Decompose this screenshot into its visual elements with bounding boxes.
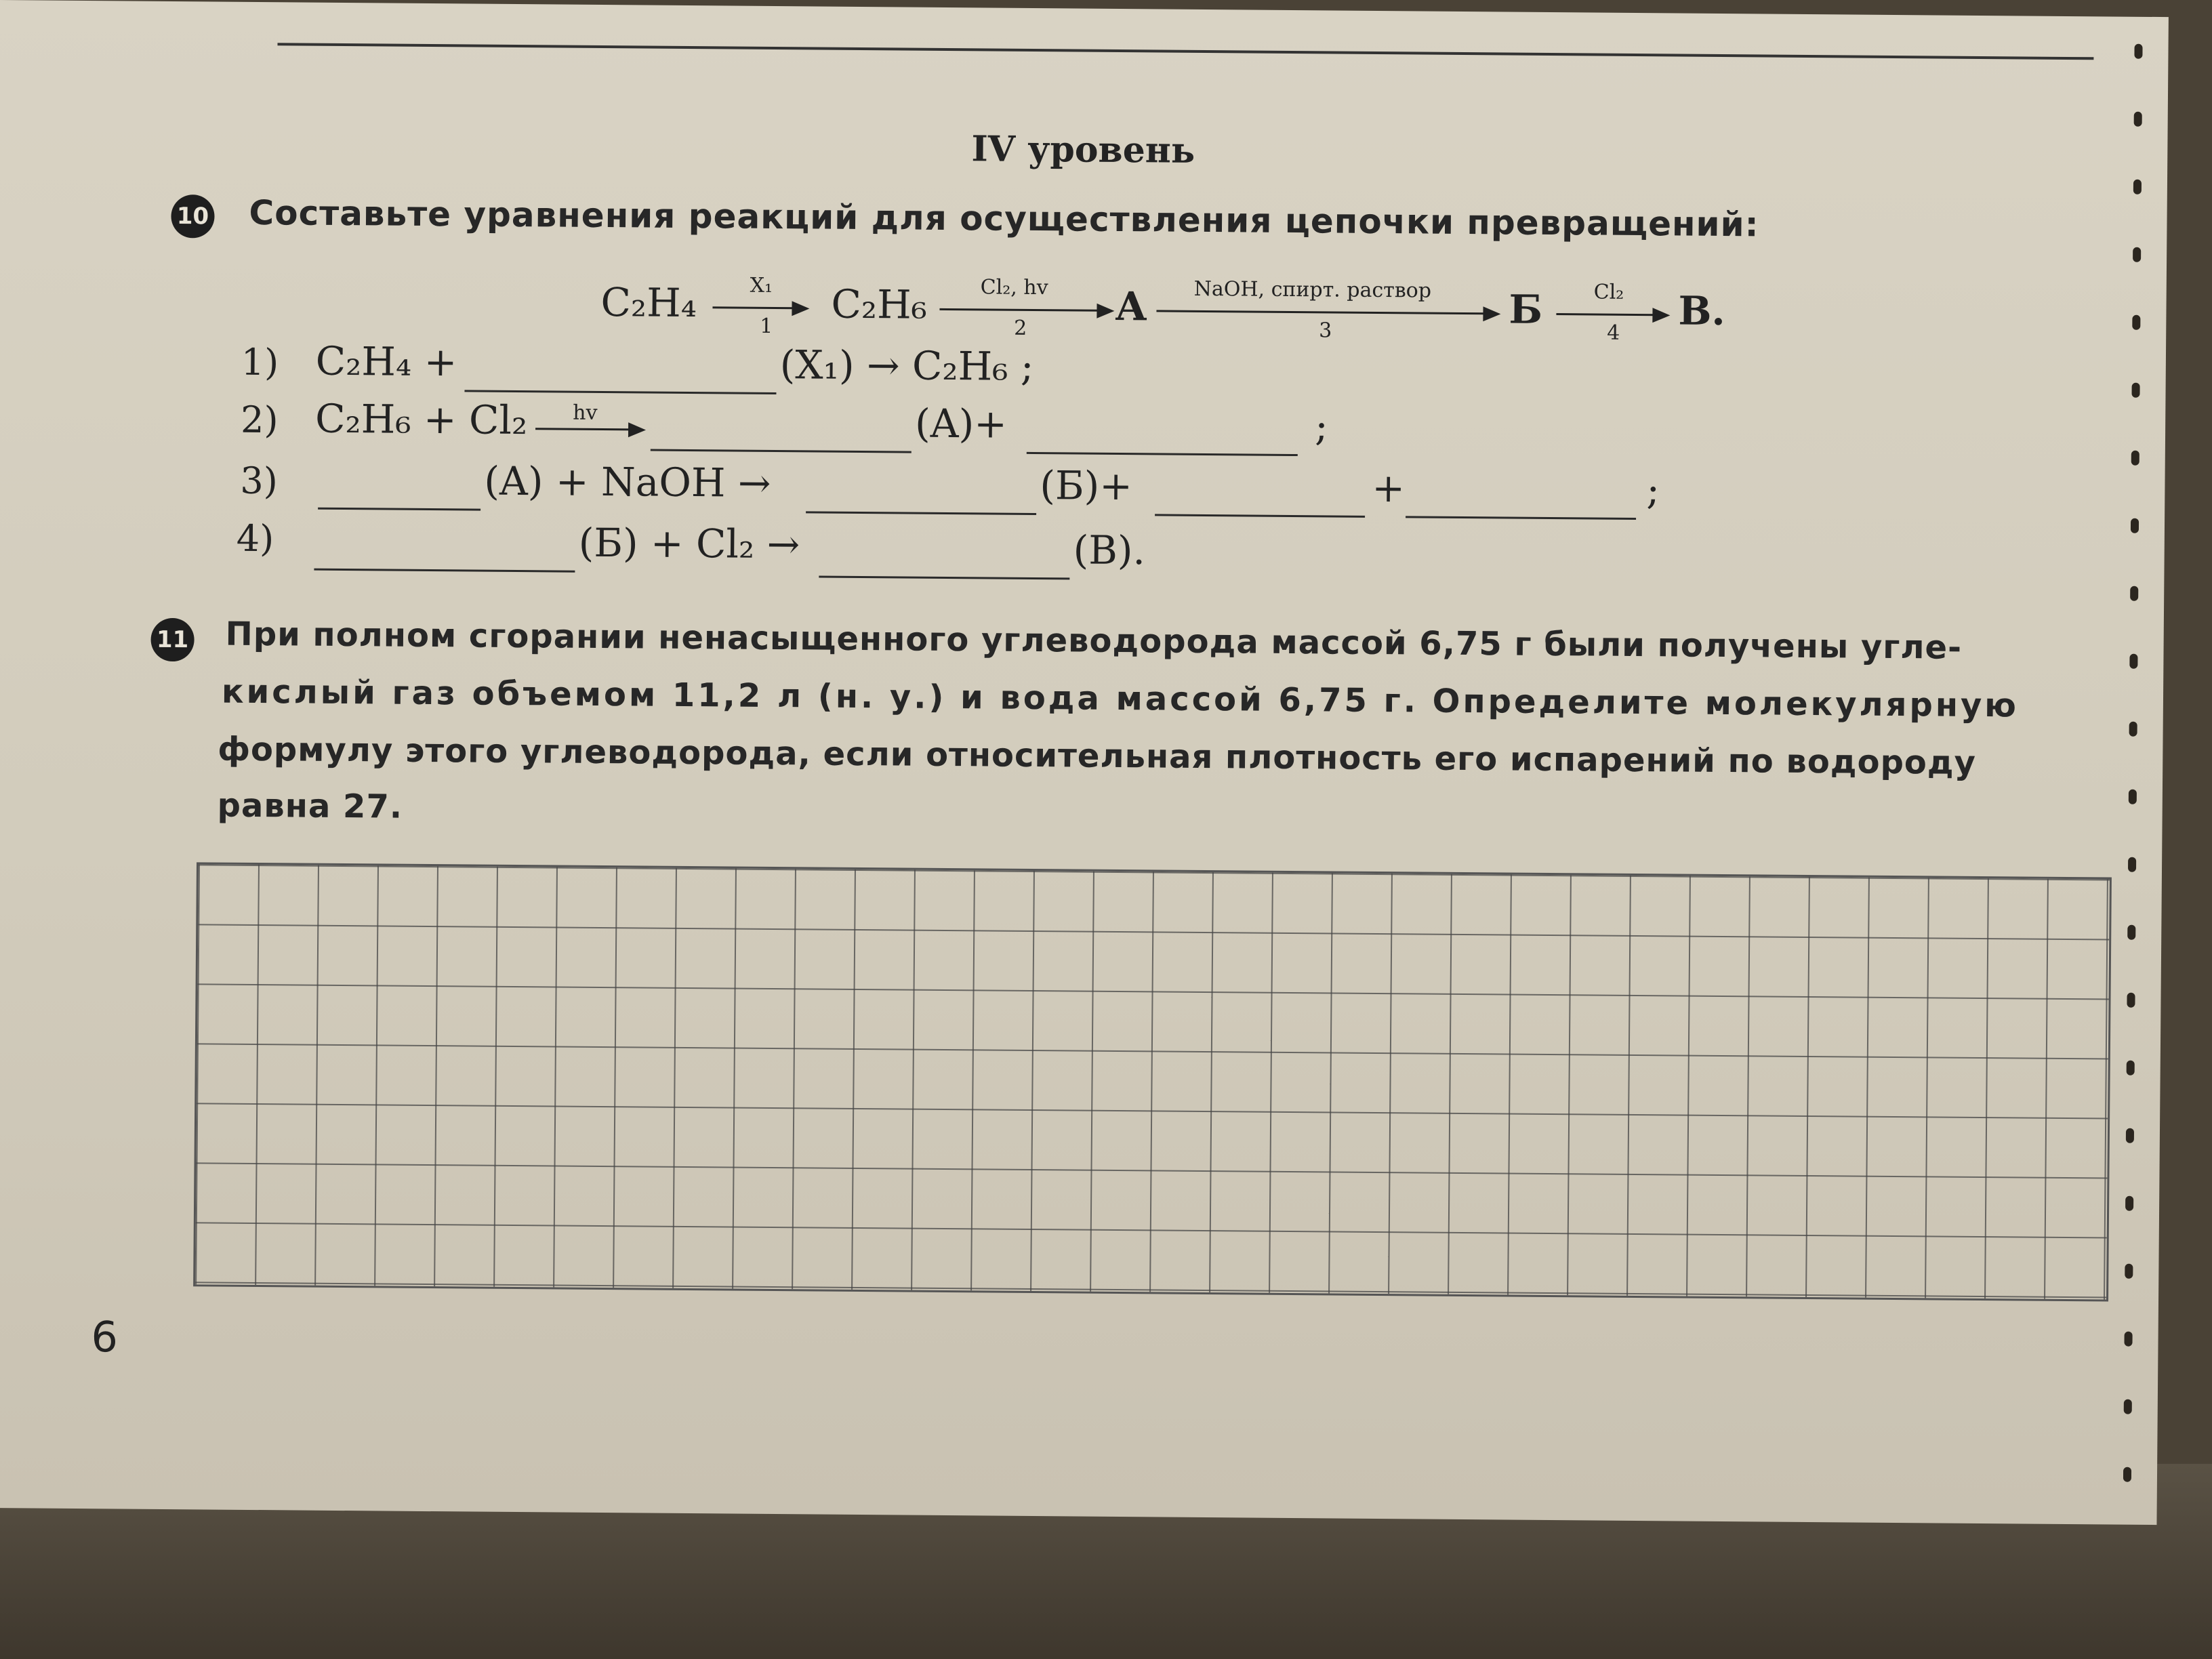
eq3-b: (Б)+ xyxy=(1040,462,1133,510)
chain-b: Б xyxy=(1509,286,1543,333)
question-11-line2: кислый газ объемом 11,2 л (н. у.) и вода массой 6,75 г. Определите молекулярную xyxy=(221,672,2020,725)
binding-hole xyxy=(2133,247,2141,262)
chain-arrow1 xyxy=(712,306,797,309)
eq3-end: ; xyxy=(1646,467,1660,514)
binding-hole xyxy=(2125,1196,2133,1211)
binding-hole xyxy=(2132,315,2140,330)
page-number: 6 xyxy=(91,1312,119,1362)
eq3-blank-b[interactable] xyxy=(806,511,1036,515)
eq2-a: (A)+ xyxy=(914,400,1008,447)
arrow-head-icon xyxy=(792,301,809,316)
binding-hole xyxy=(2131,451,2139,466)
binding-hole xyxy=(2133,180,2142,194)
chain-v: В. xyxy=(1678,287,1725,335)
binding-hole xyxy=(2127,993,2135,1008)
binding-hole xyxy=(2129,722,2137,737)
binding-hole xyxy=(2124,1399,2132,1414)
question-11-line4: равна 27. xyxy=(217,786,403,826)
eq4-blank-b[interactable] xyxy=(314,569,575,573)
chain-arrow2-top: Cl₂, hv xyxy=(980,275,1048,300)
chain-arrow4 xyxy=(1556,313,1658,316)
chain-arrow3 xyxy=(1156,310,1488,314)
binding-hole xyxy=(2131,383,2139,398)
binding-hole xyxy=(2134,44,2142,59)
eq4-number: 4) xyxy=(236,516,274,560)
question-10-prompt: Составьте уравнения реакций для осуществления цепочки превращений: xyxy=(249,192,1759,245)
binding-hole xyxy=(2130,586,2138,601)
chain-c2h4: C₂H₄ xyxy=(600,279,697,327)
binding-hole xyxy=(2125,1264,2133,1279)
binding-holes xyxy=(2102,17,2168,1525)
question-10-number: 10 xyxy=(171,194,215,239)
eq2-blank-a[interactable] xyxy=(651,449,912,453)
arrow-head-icon xyxy=(1483,306,1500,321)
arrow-head-icon xyxy=(1097,304,1114,319)
binding-hole xyxy=(2134,112,2142,127)
eq4-blank-v[interactable] xyxy=(819,576,1069,580)
binding-hole xyxy=(2127,925,2135,940)
eq2-number: 2) xyxy=(240,398,279,442)
binding-hole xyxy=(2129,654,2137,669)
chain-c2h6: C₂H₆ xyxy=(831,281,928,328)
chain-arrow4-top: Cl₂ xyxy=(1593,280,1624,304)
question-11-line3: формулу этого углеводорода, если относительная плотность его испарений по водороду xyxy=(218,730,1977,782)
chain-arrow1-top: X₁ xyxy=(750,273,773,298)
eq3-blank-a[interactable] xyxy=(318,508,480,511)
level-title: IV уровень xyxy=(971,128,1195,171)
eq1-number: 1) xyxy=(241,340,279,384)
eq2-arrow xyxy=(535,428,634,430)
eq4-b: (Б) + Cl₂ → xyxy=(578,519,800,568)
binding-hole xyxy=(2129,790,2137,804)
chain-arrow1-bottom: 1 xyxy=(760,314,773,338)
eq2-left: C₂H₆ + Cl₂ xyxy=(314,395,528,444)
binding-hole xyxy=(2127,1061,2135,1076)
question-11-number: 11 xyxy=(150,618,194,662)
eq2-arrow-top: hv xyxy=(573,401,598,425)
chain-arrow4-bottom: 4 xyxy=(1607,321,1620,345)
binding-hole xyxy=(2131,518,2139,533)
eq3-a: (A) + NaOH → xyxy=(484,457,771,506)
binding-hole xyxy=(2126,1128,2134,1143)
eq1-blank-x1[interactable] xyxy=(464,390,776,394)
chain-arrow2-bottom: 2 xyxy=(1014,316,1027,340)
eq2-end: ; xyxy=(1314,403,1328,450)
eq3-blank-product2[interactable] xyxy=(1406,516,1636,520)
chain-arrow3-top: NaOH, спирт. раствор xyxy=(1193,276,1432,303)
chain-a: A xyxy=(1115,283,1147,330)
arrow-head-icon xyxy=(628,422,646,437)
eq3-blank-product1[interactable] xyxy=(1155,514,1365,517)
arrow-head-icon xyxy=(1652,308,1670,323)
eq3-plus: + xyxy=(1372,464,1406,512)
question-11-line1: При полном сгорании ненасыщенного углеводорода массой 6,75 г были получены угле- xyxy=(225,615,1963,667)
answer-grid[interactable] xyxy=(193,862,2112,1301)
top-rule xyxy=(277,43,2093,60)
eq3-number: 3) xyxy=(240,459,279,503)
eq2-blank-product[interactable] xyxy=(1027,452,1298,456)
binding-hole xyxy=(2128,857,2136,872)
chain-arrow2 xyxy=(939,308,1102,312)
eq4-v: (В). xyxy=(1073,527,1146,574)
eq1-left: C₂H₄ + xyxy=(315,337,457,386)
chain-arrow3-bottom: 3 xyxy=(1319,319,1332,343)
eq1-right: (X₁) → C₂H₆ ; xyxy=(779,342,1034,390)
binding-hole xyxy=(2123,1467,2131,1482)
binding-hole xyxy=(2124,1332,2132,1347)
